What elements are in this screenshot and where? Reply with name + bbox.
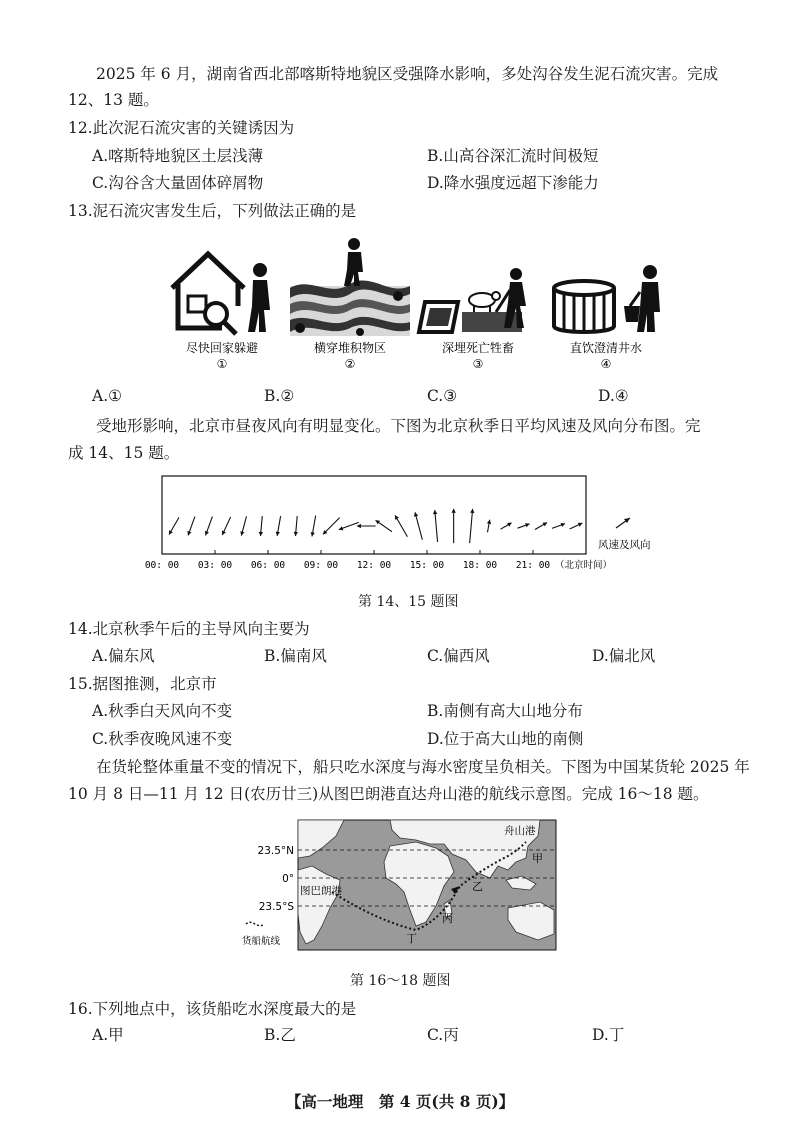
q16-stem: 16.下列地点中，该货船吃水深度最大的是 xyxy=(68,1000,357,1018)
intro-2-line-2: 成 14、15 题。 xyxy=(68,444,180,462)
port-tubarao: 图巴朗港 xyxy=(300,885,342,897)
point-ding: 丁 xyxy=(406,932,417,945)
q16-option-a[interactable]: A.甲 xyxy=(92,1026,124,1044)
map-caption: 第 16～18 题图 xyxy=(350,973,451,989)
q14-option-c[interactable]: C.偏西风 xyxy=(427,647,490,665)
wind-legend-label: 风速及风向 xyxy=(598,539,651,551)
q15-option-c[interactable]: C.秋季夜晚风速不变 xyxy=(92,730,233,748)
intro-1-line-2: 12、13 题。 xyxy=(68,91,159,109)
q15-option-b[interactable]: B.南侧有高大山地分布 xyxy=(427,702,583,720)
lat-23s: 23.5°S xyxy=(258,901,294,913)
q13-stem: 13.泥石流灾害发生后，下列做法正确的是 xyxy=(68,202,357,220)
lat-23n: 23.5°N xyxy=(257,845,294,857)
map-legend-label: 货船航线 xyxy=(242,936,281,947)
q15-option-d[interactable]: D.位于高大山地的南侧 xyxy=(427,730,584,748)
wind-chart xyxy=(140,468,680,580)
wind-tick-label-6: 18: 00 xyxy=(462,560,498,571)
pic-1-num: ① xyxy=(216,357,228,371)
wind-chart-caption: 第 14、15 题图 xyxy=(358,594,459,610)
wind-tick-label-1: 03: 00 xyxy=(197,560,233,571)
q13-option-b[interactable]: B.② xyxy=(264,387,295,405)
wind-tick-label-4: 12: 00 xyxy=(356,560,392,571)
q13-pictures xyxy=(160,236,680,376)
q16-option-d[interactable]: D.丁 xyxy=(592,1026,625,1044)
walking-person-icon xyxy=(248,263,270,332)
page-footer: 【高一地理 第 4 页(共 8 页)】 xyxy=(285,1092,515,1111)
q14-option-b[interactable]: B.偏南风 xyxy=(264,647,327,665)
pic-4-label: 直饮澄清井水 xyxy=(569,341,643,355)
intro-3-line-2: 10 月 8 日—11 月 12 日(农历廿三)从图巴朗港直达舟山港的航线示意图。完成 16～18 题。 xyxy=(68,785,709,803)
intro-1-line-1: 2025 年 6 月，湖南省西北部喀斯特地貌区受强降水影响，多处沟谷发生泥石流灾害。完成 xyxy=(96,65,719,83)
point-bing: 丙 xyxy=(442,912,453,925)
wind-tick-label-0: 00: 00 xyxy=(144,560,180,571)
point-yi: 乙 xyxy=(472,880,483,893)
pic-3-num: ③ xyxy=(472,357,484,371)
q14-option-d[interactable]: D.偏北风 xyxy=(592,647,656,665)
pic-1-label: 尽快回家躲避 xyxy=(185,341,259,355)
wind-axis-suffix: （北京时间） xyxy=(555,560,613,571)
wind-tick-label-5: 15: 00 xyxy=(409,560,445,571)
pic-3-label: 深埋死亡牲畜 xyxy=(441,341,515,355)
wind-tick-label-2: 06: 00 xyxy=(250,560,286,571)
point-jia: 甲 xyxy=(532,852,543,865)
q12-option-c[interactable]: C.沟谷含大量固体碎屑物 xyxy=(92,174,264,192)
q12-option-d[interactable]: D.降水强度远超下渗能力 xyxy=(427,174,599,192)
wind-chart-frame xyxy=(162,476,586,554)
q13-option-d[interactable]: D.④ xyxy=(598,387,629,405)
pic-4-num: ④ xyxy=(600,357,612,371)
q16-option-c[interactable]: C.丙 xyxy=(427,1026,459,1044)
q14-stem: 14.北京秋季午后的主导风向主要为 xyxy=(68,620,310,638)
animal-icon xyxy=(469,292,500,312)
intro-3-line-1: 在货轮整体重量不变的情况下，船只吃水深度与海水密度呈负相关。下图为中国某货轮 2025 年 xyxy=(96,758,750,776)
pic-2-num: ② xyxy=(344,357,356,371)
q12-option-b[interactable]: B.山高谷深汇流时间极短 xyxy=(427,147,599,165)
bucket-person-icon xyxy=(624,265,660,332)
q16-option-b[interactable]: B.乙 xyxy=(264,1026,296,1044)
route-map xyxy=(240,814,570,960)
debris-flow-icon xyxy=(290,281,410,336)
q14-option-a[interactable]: A.偏东风 xyxy=(92,647,155,665)
legend-route-sample xyxy=(246,922,264,925)
lat-0: 0° xyxy=(282,873,294,885)
well-icon xyxy=(554,281,614,333)
crossing-person-icon xyxy=(344,238,363,286)
intro-2-line-1: 受地形影响，北京市昼夜风向有明显变化。下图为北京秋季日平均风速及风向分布图。完 xyxy=(96,417,701,435)
q13-option-a[interactable]: A.① xyxy=(92,387,123,405)
wind-tick-label-3: 09: 00 xyxy=(303,560,339,571)
port-zhoushan: 舟山港 xyxy=(504,825,536,837)
wind-tick-label-7: 21: 00 xyxy=(515,560,551,571)
q15-stem: 15.据图推测，北京市 xyxy=(68,675,217,693)
q13-option-c[interactable]: C.③ xyxy=(427,387,458,405)
pic-2-label: 横穿堆积物区 xyxy=(313,341,387,355)
q12-option-a[interactable]: A.喀斯特地貌区土层浅薄 xyxy=(92,147,264,165)
q15-option-a[interactable]: A.秋季白天风向不变 xyxy=(92,702,233,720)
q12-stem: 12.此次泥石流灾害的关键诱因为 xyxy=(68,119,295,137)
